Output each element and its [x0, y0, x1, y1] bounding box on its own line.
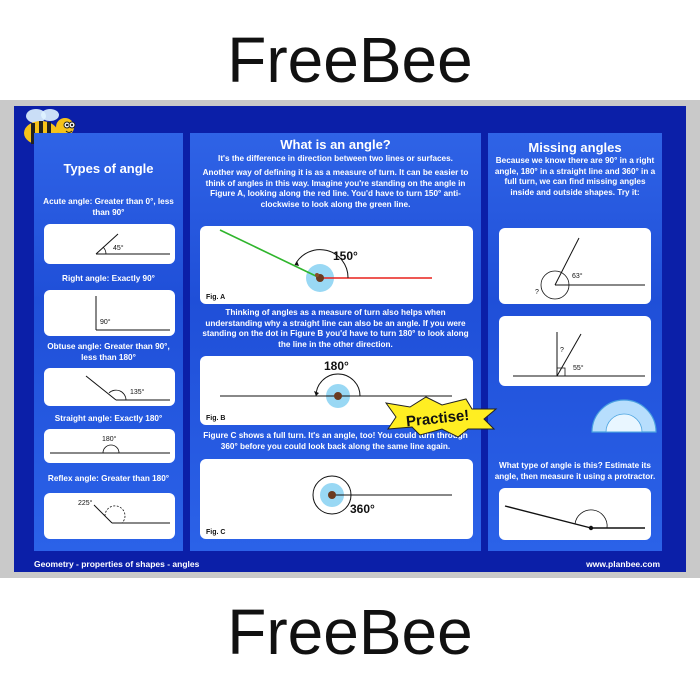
footer-website-link[interactable]: www.planbee.com: [586, 559, 660, 569]
poster-footer: [14, 558, 686, 572]
practise-question: What type of angle is this? Estimate its angle, then measure it using a protractor.: [494, 461, 656, 481]
missing-angles-title: Missing angles: [528, 140, 622, 155]
missing-angle-example-2-diagram: [499, 316, 651, 386]
practise-burst: [380, 395, 502, 439]
missing-angle-example-1-diagram: [499, 228, 651, 304]
full-turn-text: Figure C shows a full turn. It's an angle, too! You could turn through 360° before you could look back along the same line again.: [203, 431, 468, 451]
reflex-angle-value: 225°: [78, 500, 93, 507]
straight-angle-value: 180°: [102, 436, 117, 443]
figure-c-value: 360°: [350, 502, 375, 516]
brand-title-top: FreeBee: [227, 24, 473, 96]
reflex-angle-label: Reflex angle: Greater than 180°: [47, 474, 170, 483]
figure-a-diagram: [200, 226, 473, 304]
acute-angle-label: Acute angle: Greater than 0°, less than 90°: [43, 197, 174, 217]
straight-angle-diagram: [44, 429, 175, 463]
figure-b-value: 180°: [324, 359, 349, 373]
obtuse-angle-value: 135°: [130, 389, 145, 396]
figure-c-label: Fig. C: [206, 529, 226, 536]
missing-angle-example-2-card: [499, 316, 651, 386]
obtuse-angle-card: [44, 368, 175, 406]
practise-angle-diagram: [499, 488, 651, 540]
brand-title-bottom: FreeBee: [227, 596, 473, 668]
figure-a-label: Fig. A: [206, 294, 226, 301]
what-is-an-angle-panel: [190, 133, 481, 551]
acute-angle-card: [44, 224, 175, 264]
obtuse-angle-diagram: [44, 368, 175, 406]
missing-angle-example-2-unknown: ?: [560, 347, 564, 354]
missing-angle-example-2-value: 55°: [573, 365, 584, 372]
acute-angle-diagram: [44, 224, 175, 264]
practise-label: Practise!: [405, 406, 471, 431]
missing-angle-example-1-value: 63°: [572, 273, 583, 280]
footer-topic-text: Geometry - properties of shapes - angles: [34, 559, 200, 569]
missing-angles-panel: [405, 133, 662, 551]
types-of-angle-title: Types of angle: [63, 161, 154, 176]
right-angle-label: Right angle: Exactly 90°: [62, 274, 155, 283]
what-is-an-angle-title: What is an angle?: [280, 137, 391, 152]
acute-angle-value: 45°: [113, 245, 124, 252]
figure-a-card: [200, 226, 473, 304]
missing-angle-example-1-card: [499, 228, 651, 304]
protractor-icon: [584, 380, 662, 438]
right-angle-diagram: [44, 290, 175, 336]
reflex-angle-diagram: [44, 493, 175, 539]
figure-b-label: Fig. B: [206, 415, 226, 422]
straight-line-text: Thinking of angles as a measure of turn also helps when understanding why a straight line can also be an angle. If you were standing on the dot in Figure B you'd have to turn 180° to look along the line in the other direction.: [202, 308, 469, 349]
poster-frame: [0, 100, 700, 578]
types-of-angle-panel: [34, 133, 183, 551]
right-angle-value: 90°: [100, 319, 111, 326]
obtuse-angle-label: Obtuse angle: Greater than 90°, less than 180°: [47, 342, 170, 362]
straight-angle-label: Straight angle: Exactly 180°: [54, 414, 163, 423]
figure-a-value: 150°: [333, 249, 358, 263]
reflex-angle-card: [44, 493, 175, 539]
practise-angle-card: [499, 488, 651, 540]
definition-text: It's the difference in direction between two lines or surfaces.: [218, 154, 453, 163]
missing-angle-example-1-unknown: ?: [535, 289, 539, 296]
figure-c-card: [200, 459, 473, 539]
straight-angle-card: [44, 429, 175, 463]
right-angle-card: [44, 290, 175, 336]
measure-of-turn-text: Another way of defining it is as a measure of turn. It can be easier to think of angles in this way. Imagine you're standing on the angle in Figure A, looking along the red line. You'd have to turn 150° anti-clockwise to look along the green line.: [202, 168, 469, 209]
missing-angles-text: Because we know there are 90° in a right angle, 180° in a straight line and 360° in a full turn, we can find missing angles inside and outside shapes. Try it:: [494, 156, 656, 197]
figure-c-diagram: [200, 459, 473, 539]
poster: [14, 106, 686, 572]
